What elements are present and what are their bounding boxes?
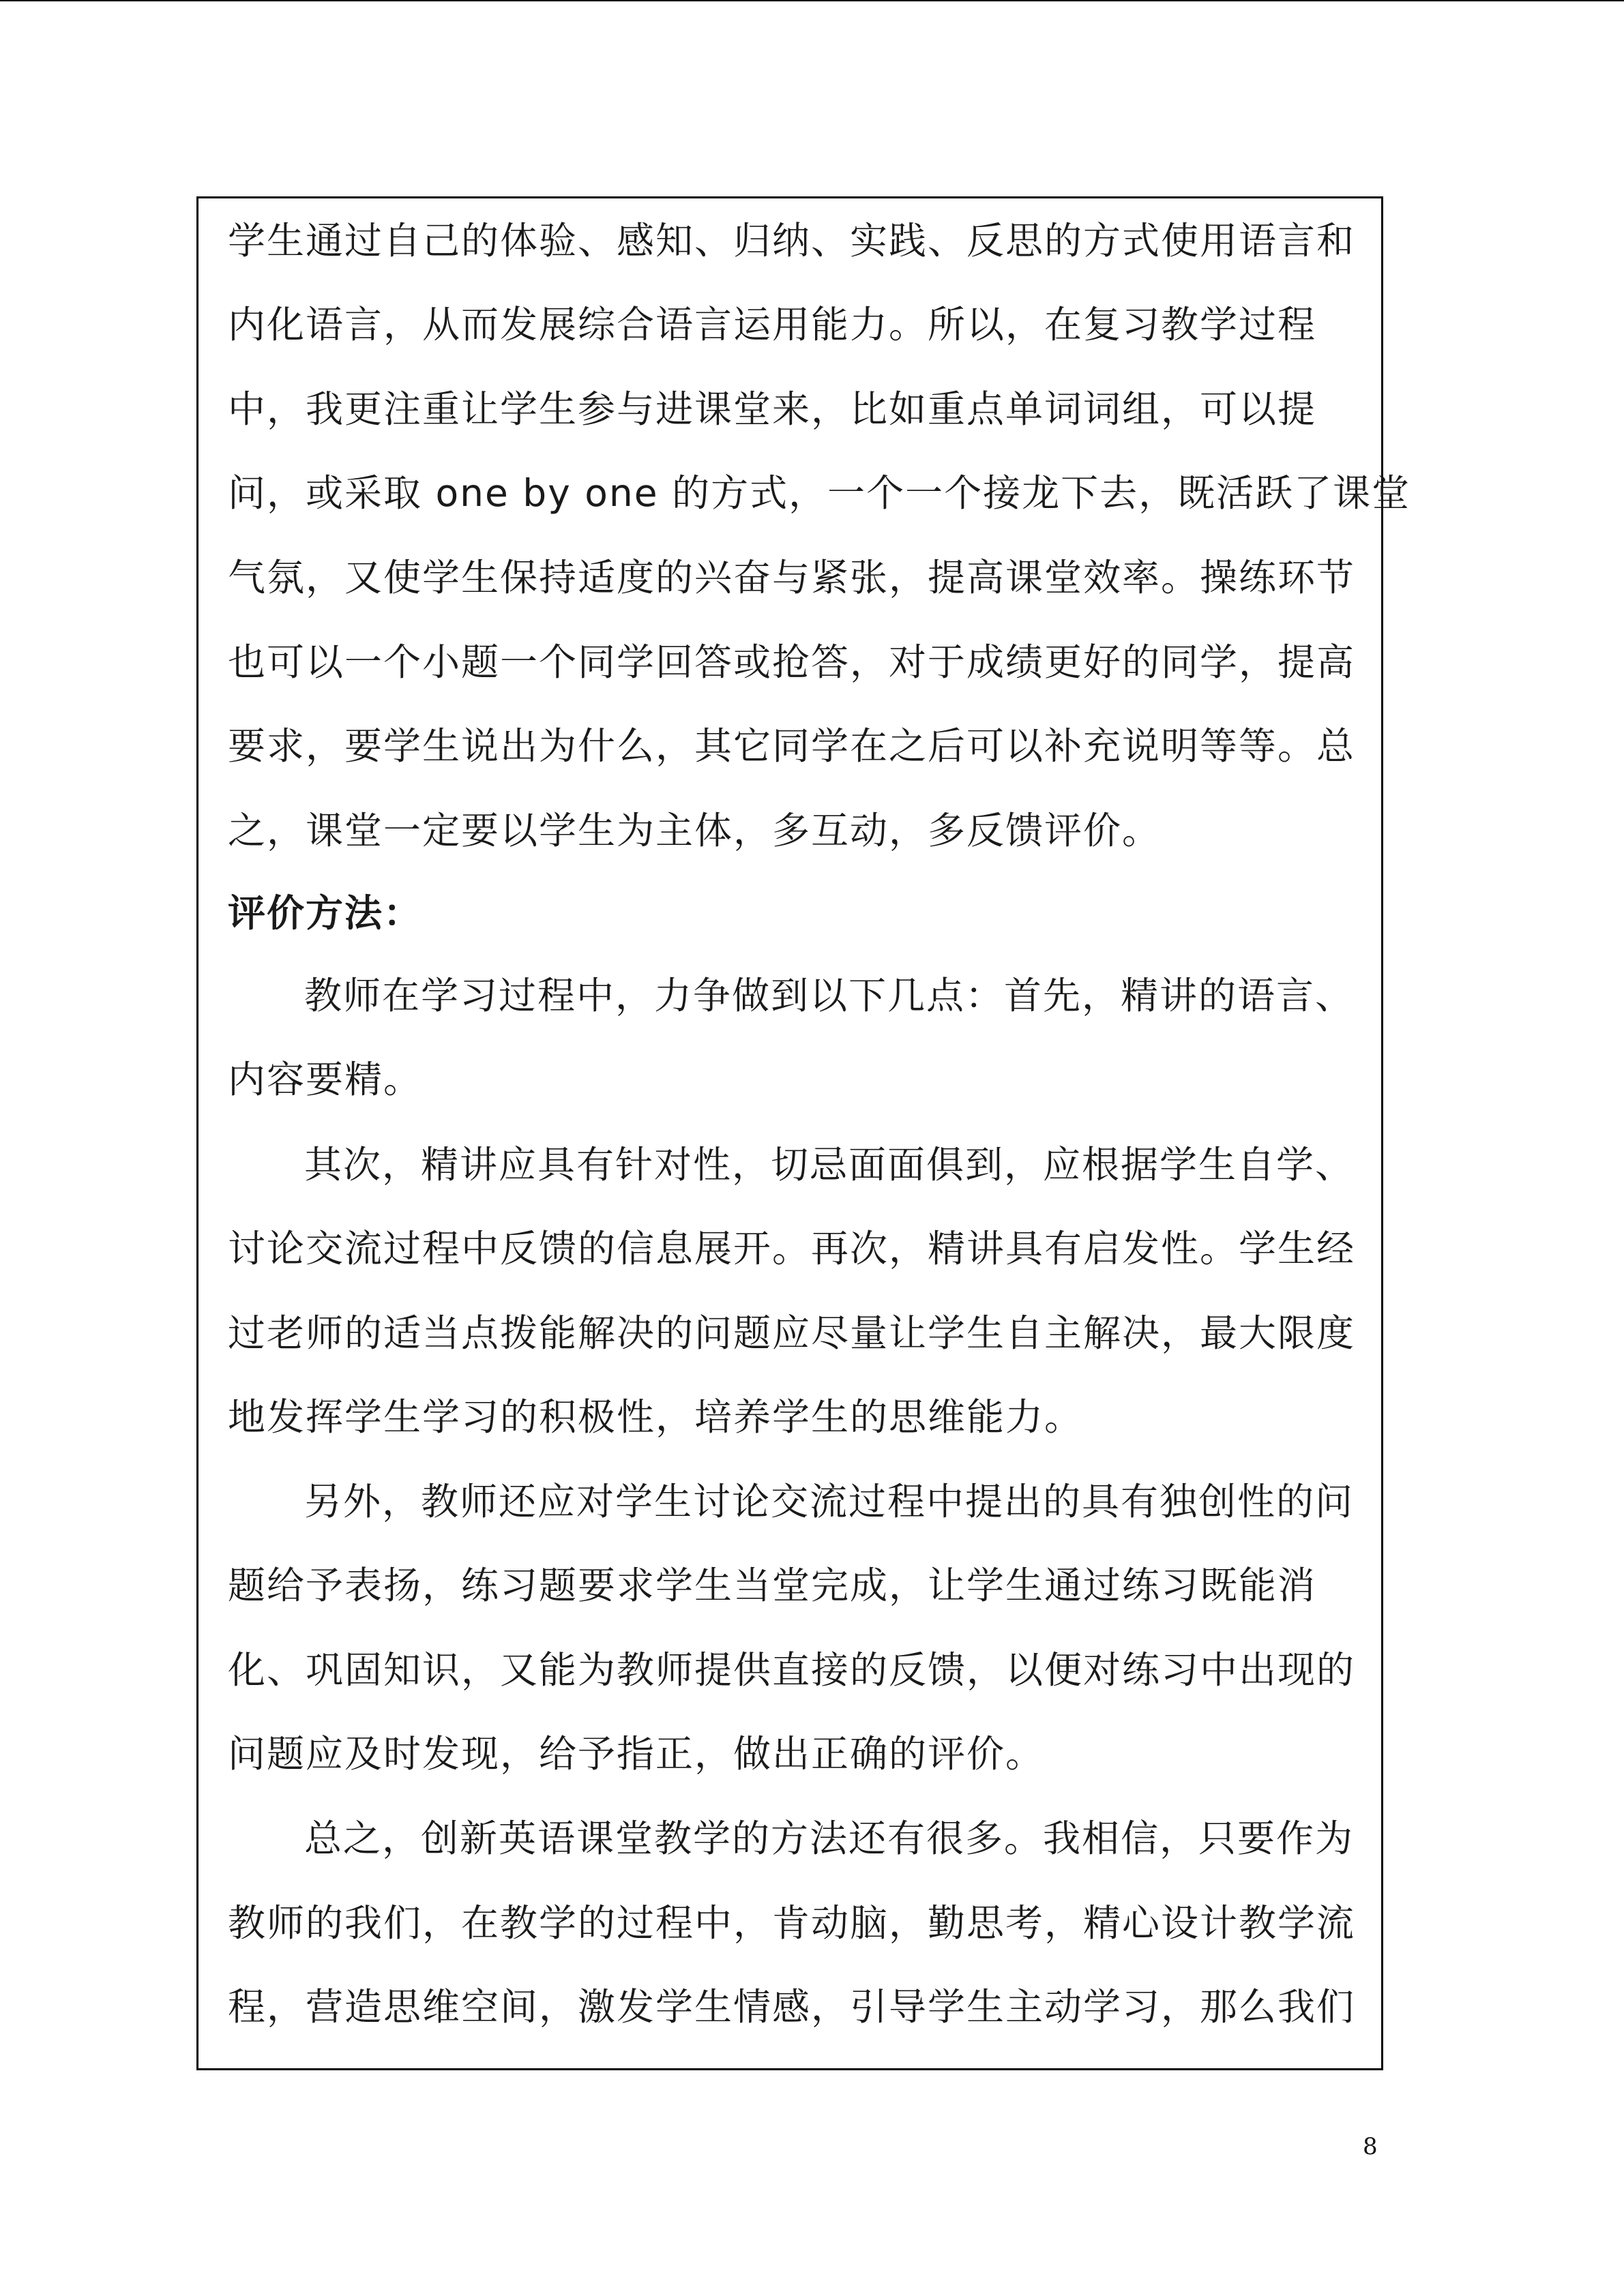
paragraph-line: 之，课堂一定要以学生为主体，多互动，多反馈评价。 <box>228 809 1162 852</box>
page-number: 8 <box>1363 2133 1378 2160</box>
section-heading: 评价方法： <box>228 891 423 935</box>
paragraph-line: 问题应及时发现，给予指正，做出正确的评价。 <box>228 1732 1045 1776</box>
paragraph-line: 讨论交流过程中反馈的信息展开。再次，精讲具有启发性。学生经 <box>228 1227 1356 1270</box>
paragraph-line: 中，我更注重让学生参与进课堂来，比如重点单词词组，可以提 <box>228 387 1317 431</box>
paragraph-line: 内化语言，从而发展综合语言运用能力。所以，在复习教学过程 <box>228 303 1317 346</box>
paragraph-line: 教师的我们，在教学的过程中，肯动脑，勤思考，精心设计教学流 <box>228 1901 1356 1945</box>
paragraph-line: 要求，要学生说出为什么，其它同学在之后可以补充说明等等。总 <box>228 724 1356 768</box>
paragraph-line: 气氛，又使学生保持适度的兴奋与紧张，提高课堂效率。操练环节 <box>228 556 1356 599</box>
paragraph-line: 过老师的适当点拨能解决的问题应尽量让学生自主解决，最大限度 <box>228 1311 1356 1355</box>
paragraph-line: 教师在学习过程中，力争做到以下几点：首先，精讲的语言、 <box>304 974 1355 1017</box>
content-table-cell <box>196 196 1411 2070</box>
paragraph-line: 总之，创新英语课堂教学的方法还有很多。我相信，只要作为 <box>304 1817 1355 1860</box>
paragraph-line: 地发挥学生学习的积极性，培养学生的思维能力。 <box>228 1395 1084 1439</box>
paragraph-line: 其次，精讲应具有针对性，切忌面面俱到，应根据学生自学、 <box>304 1143 1355 1187</box>
paragraph-line: 程，营造思维空间，激发学生情感，引导学生主动学习，那么我们 <box>228 1985 1356 2029</box>
paragraph-line: 化、巩固知识，又能为教师提供直接的反馈，以便对练习中出现的 <box>228 1648 1356 1692</box>
paragraph-line: 另外，教师还应对学生讨论交流过程中提出的具有独创性的问 <box>304 1480 1355 1523</box>
paragraph-line: 内容要精。 <box>228 1058 423 1101</box>
paragraph-line: 学生通过自己的体验、感知、归纳、实践、反思的方式使用语言和 <box>228 219 1356 263</box>
top-rule <box>0 0 1624 1</box>
paragraph-line: 问，或采取 one by one 的方式，一个一个接龙下去，既活跃了课堂 <box>228 471 1411 515</box>
paragraph-line: 题给予表扬，练习题要求学生当堂完成，让学生通过练习既能消 <box>228 1564 1317 1607</box>
paragraph-line: 也可以一个小题一个同学回答或抢答，对于成绩更好的同学，提高 <box>228 640 1356 684</box>
